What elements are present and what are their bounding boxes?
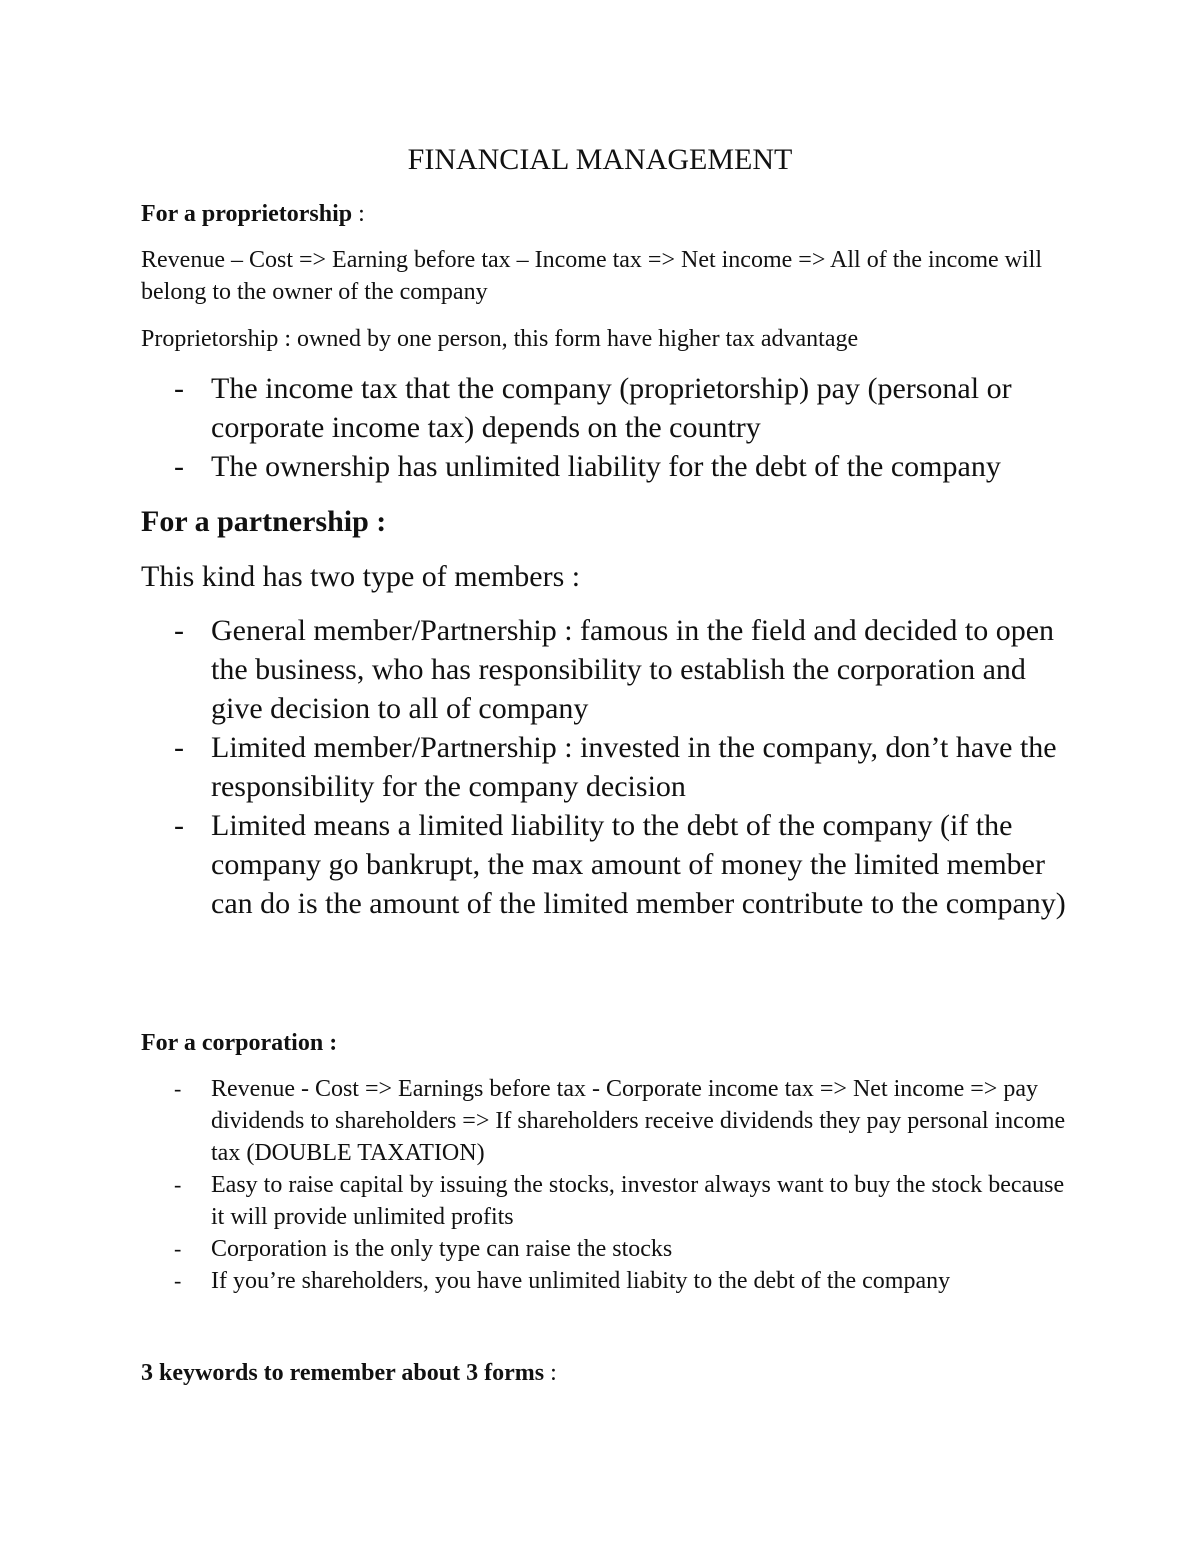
proprietorship-heading-suffix: :	[352, 201, 365, 227]
proprietorship-heading-text: For a proprietorship	[141, 201, 353, 227]
list-item	[141, 1073, 1071, 1169]
keywords-heading-suffix: :	[544, 1360, 557, 1386]
list-item-text: The ownership has unlimited liability for the debt of the company	[211, 450, 1001, 483]
list-item-text: Easy to raise capital by issuing the stocks, investor always want to buy the stock because it will provide unlimited profits	[211, 1172, 1065, 1230]
list-item-text: General member/Partnership : famous in the field and decided to open the business, who has responsibility to establish the corporation and give decision to all of company	[211, 614, 1055, 725]
list-item	[141, 611, 1071, 728]
list-item-text: Limited member/Partnership : invested in the company, don’t have the responsibility for the company decision	[211, 731, 1057, 803]
proprietorship-definition: Proprietorship : owned by one person, this form have higher tax advantage	[141, 326, 859, 352]
list-item	[141, 806, 1071, 923]
list-item-text: Corporation is the only type can raise the stocks	[211, 1236, 673, 1262]
dash-bullet: -	[174, 1236, 182, 1261]
proprietorship-heading	[141, 198, 1061, 230]
partnership-intro: This kind has two type of members :	[141, 560, 581, 593]
dash-bullet: -	[174, 614, 184, 647]
dash-bullet: -	[174, 1268, 182, 1293]
list-item-text: Revenue - Cost => Earnings before tax - Corporate income tax => Net income => pay dividends to shareholders => If shareholders receive dividends they pay personal income tax (DOUBLE TAXATION)	[211, 1076, 1066, 1166]
list-item-text: If you’re shareholders, you have unlimited liabity to the debt of the company	[211, 1268, 951, 1294]
dash-bullet: -	[174, 731, 184, 764]
dash-bullet: -	[174, 809, 184, 842]
dash-bullet: -	[174, 372, 184, 405]
document-title: FINANCIAL MANAGEMENT	[407, 143, 793, 176]
partnership-points	[141, 611, 1071, 923]
list-item	[141, 1169, 1071, 1233]
dash-bullet: -	[174, 450, 184, 483]
list-item	[141, 1265, 1071, 1297]
keywords-heading	[141, 1357, 1061, 1389]
list-item	[141, 728, 1071, 806]
list-item	[141, 369, 1071, 447]
list-item-text: The income tax that the company (proprietorship) pay (personal or corporate income tax) depends on the country	[211, 372, 1012, 444]
proprietorship-formula: Revenue – Cost => Earning before tax – Income tax => Net income => All of the income will belong to the owner of the company	[141, 247, 1042, 305]
corporation-heading	[141, 1027, 1061, 1059]
partnership-heading: For a partnership :	[141, 505, 387, 538]
list-item	[141, 447, 1071, 486]
list-item	[141, 1233, 1071, 1265]
proprietorship-points	[141, 369, 1071, 486]
corporation-heading-text: For a corporation :	[141, 1030, 338, 1056]
dash-bullet: -	[174, 1076, 182, 1101]
corporation-points	[141, 1073, 1071, 1297]
keywords-heading-text: 3 keywords to remember about 3 forms	[141, 1360, 545, 1386]
list-item-text: Limited means a limited liability to the debt of the company (if the company go bankrupt, the max amount of money the limited member can do is the amount of the limited member contribute to the company)	[211, 809, 1066, 920]
dash-bullet: -	[174, 1172, 182, 1197]
